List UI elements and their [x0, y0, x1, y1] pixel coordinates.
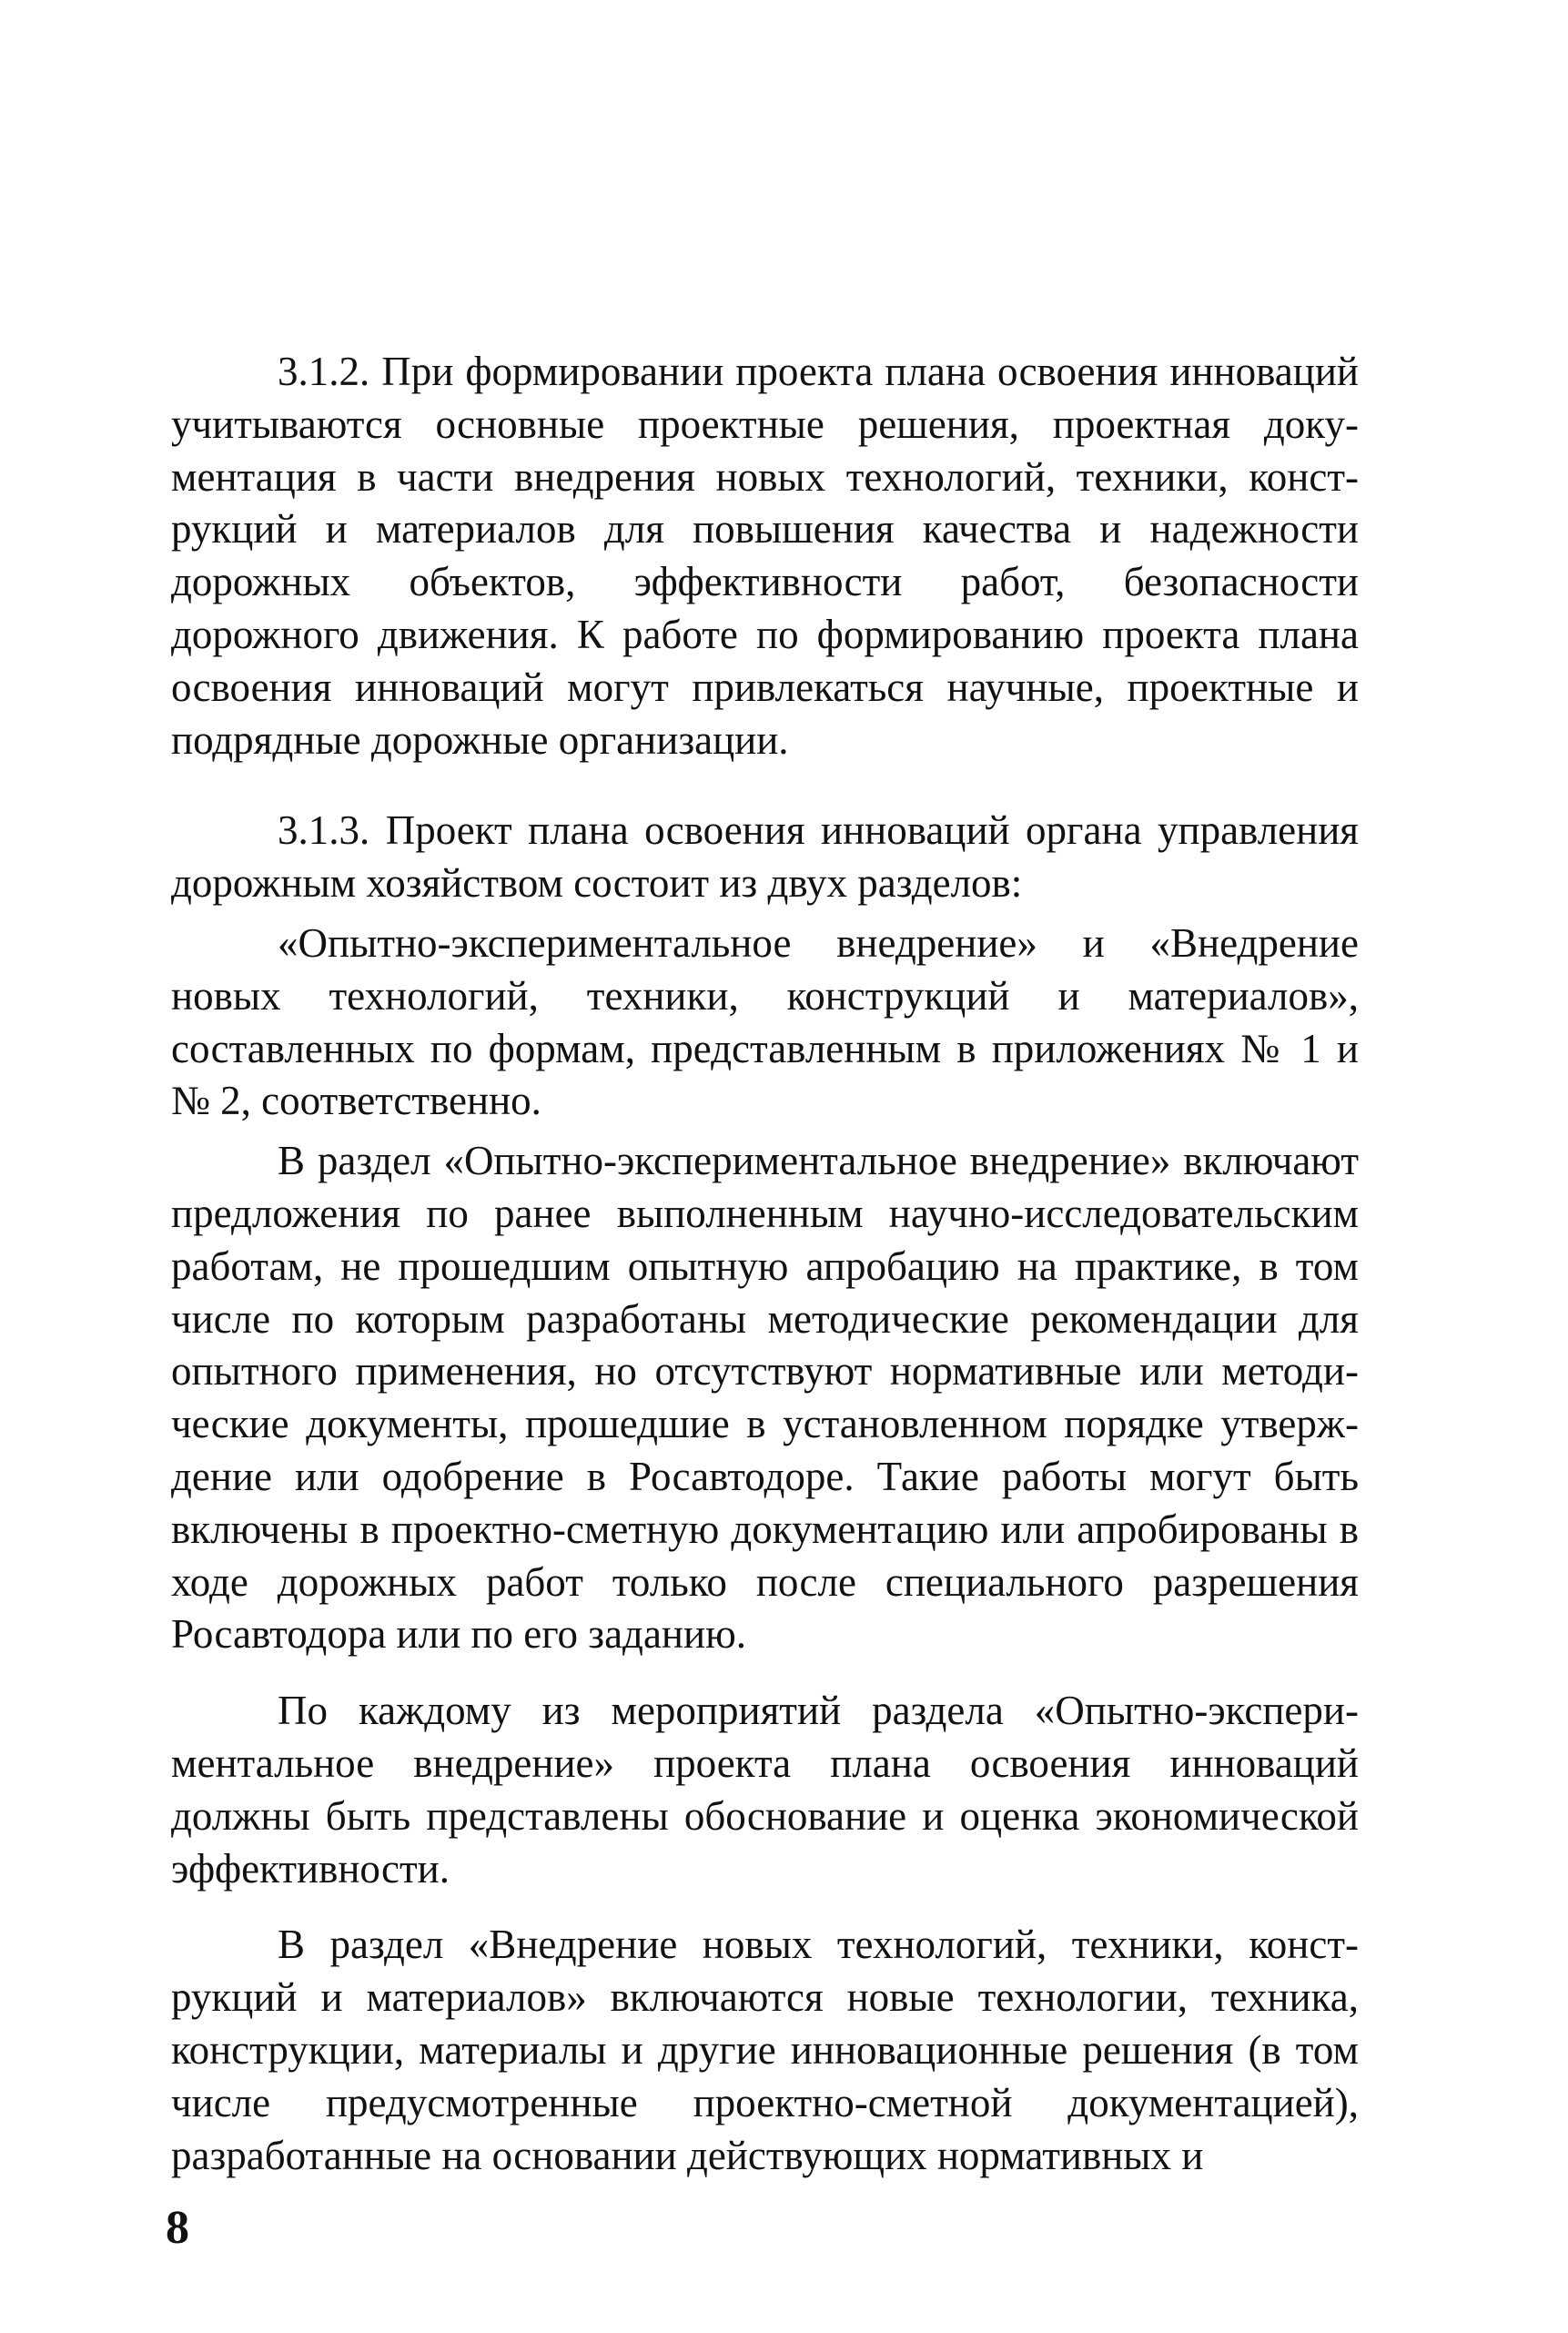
paragraph-new-technologies-section: В раздел «Внедрение новых технологий, техники, конструкций и материалов» включаются новые технологии, техника, конструкции, материалы и другие инновационные решения (в том числе предусмотренные проектно-сметной документацией), разработанные на основании действующих нормативных и — [171, 1922, 1359, 2178]
paragraph-economic-justification: По каждому из мероприятий раздела «Опытно-экспериментальное внедрение» проекта плана освоения инноваций должны быть представлены обоснование и оценка экономической эффективности. — [171, 1688, 1359, 1892]
paragraph-experimental-section: В раздел «Опытно-экспериментальное внедрение» включают предложения по ранее выполненным научно-исследовательским работам, не прошедшим опытную апробацию на практике, в том числе по которым разработаны методические рекомендации для опытного применения, но отсутствуют нормативные или методические документы, прошедшие в установленном порядке утверждение или одобрение в Росавтодоре. Такие работы могут быть включены в проектно-сметную документацию или апробированы в ходе дорожных работ только после специального разрешения Росавтодора или по его заданию. — [171, 1138, 1359, 1658]
body-text — [171, 346, 1359, 2182]
paragraph-3-1-3: 3.1.3. Проект плана освоения инноваций органа управления дорожным хозяйством состоит из двух разделов: — [171, 807, 1359, 907]
paragraph-sections-list: «Опытно-экспериментальное внедрение» и «Внедрение новых технологий, техники, конструкций и материалов», составленных по формам, представленным в приложениях № 1 и № 2, соответственно. — [171, 919, 1359, 1124]
paragraph-3-1-2: 3.1.2. При формировании проекта плана освоения инноваций учитываются основные проектные решения, проектная документация в части внедрения новых технологий, техники, конструкций и материалов для повышения качества и надежности дорожных объектов, эффективности работ, безопасности дорожного движения. К работе по формированию проекта плана освоения инноваций могут привлекаться научные, проектные и подрядные дорожные организации. — [171, 349, 1359, 763]
page-number: 8 — [166, 2202, 189, 2254]
